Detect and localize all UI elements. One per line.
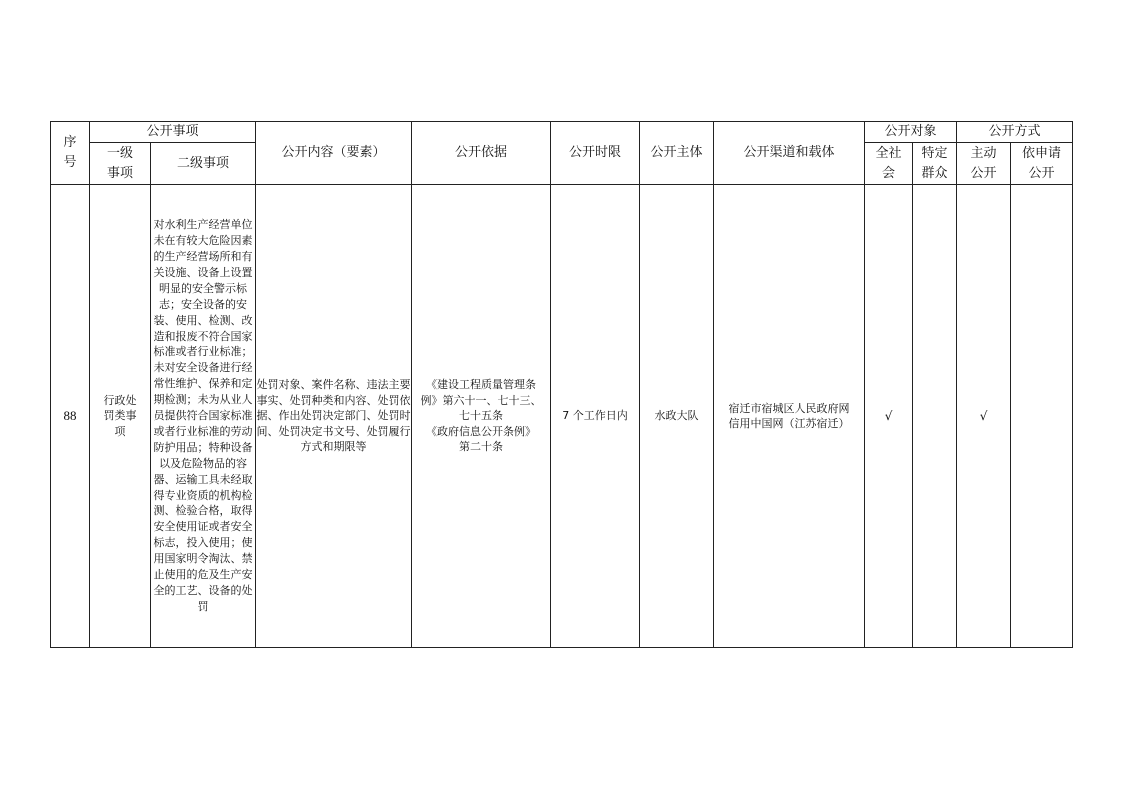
header-method-request-line1: 依申请 [1022,145,1062,161]
header-seq-line1: 序 [63,135,77,150]
header-audience-all-line1: 全社 [875,145,902,161]
row-channel-line2: 信用中国网（江苏宿迁） [728,417,850,430]
row-level1-line3: 项 [114,424,126,438]
table-row [51,185,1073,648]
header-audience-all [865,143,913,185]
header-method-active [957,143,1011,185]
header-level2: 二级事项 [151,143,256,185]
header-time-limit: 公开时限 [551,122,640,185]
row-basis-line2: 例》第六十一、七十三、 [420,393,542,407]
header-audience-all-line2: 会 [882,165,896,181]
header-audience-specific-line1: 特定 [921,145,948,161]
row-seq: 88 [51,185,90,648]
header-audience: 公开对象 [865,122,957,143]
header-level1-line2: 事项 [106,165,133,181]
row-audience-specific-check [913,185,957,648]
header-method-active-line2: 公开 [970,165,997,181]
header-method-active-line1: 主动 [970,145,997,161]
row-channel-line1: 宿迁市宿城区人民政府网 [728,401,850,415]
header-seq-line2: 号 [63,155,77,170]
header-level1-line1: 一级 [106,145,133,161]
disclosure-table [50,121,1073,648]
row-channel [714,185,865,648]
row-basis-line3: 七十五条 [459,409,504,423]
row-level1 [90,185,151,648]
header-content: 公开内容（要素） [256,122,412,185]
row-audience-all-check: √ [865,185,913,648]
row-time-limit: 7 个工作日内 [551,185,640,648]
header-method-request [1011,143,1073,185]
row-basis-line1: 《建设工程质量管理条 [426,378,537,392]
row-basis-line5: 第二十条 [459,440,504,454]
header-seq [51,122,90,185]
row-subject: 水政大队 [640,185,714,648]
row-level1-line2: 罚类事 [103,409,137,423]
row-level1-line1: 行政处 [103,393,137,407]
header-channel: 公开渠道和载体 [714,122,865,185]
row-method-request-check [1011,185,1073,648]
row-level2: 对水利生产经营单位未在有较大危险因素的生产经营场所和有关设施、设备上设置明显的安全警示标志；安全设备的安装、使用、检测、改造和报废不符合国家标准或者行业标准；未对安全设备进行经常性维护、保养和定期检测；未为从业人员提供符合国家标准或者行业标准的劳动防护用品；特种设备以及危险物品的容器、运输工具未经取得专业资质的机构检测、检验合格，取得安全使用证或者安全标志，投入使用；使用国家明令淘汰、禁止使用的危及生产安全的工艺、设备的处罚 [151,185,256,648]
header-audience-specific [913,143,957,185]
row-method-active-check: √ [957,185,1011,648]
header-level1 [90,143,151,185]
header-disclosure-item: 公开事项 [90,122,256,143]
header-method: 公开方式 [957,122,1073,143]
header-subject: 公开主体 [640,122,714,185]
row-basis-line4: 《政府信息公开条例》 [426,424,537,438]
header-method-request-line2: 公开 [1028,165,1055,181]
header-audience-specific-line2: 群众 [921,165,948,181]
row-content: 处罚对象、案件名称、违法主要事实、处罚种类和内容、处罚依据、作出处罚决定部门、处罚时间、处罚决定书文号、处罚履行方式和期限等 [256,185,412,648]
row-basis [412,185,551,648]
header-basis: 公开依据 [412,122,551,185]
